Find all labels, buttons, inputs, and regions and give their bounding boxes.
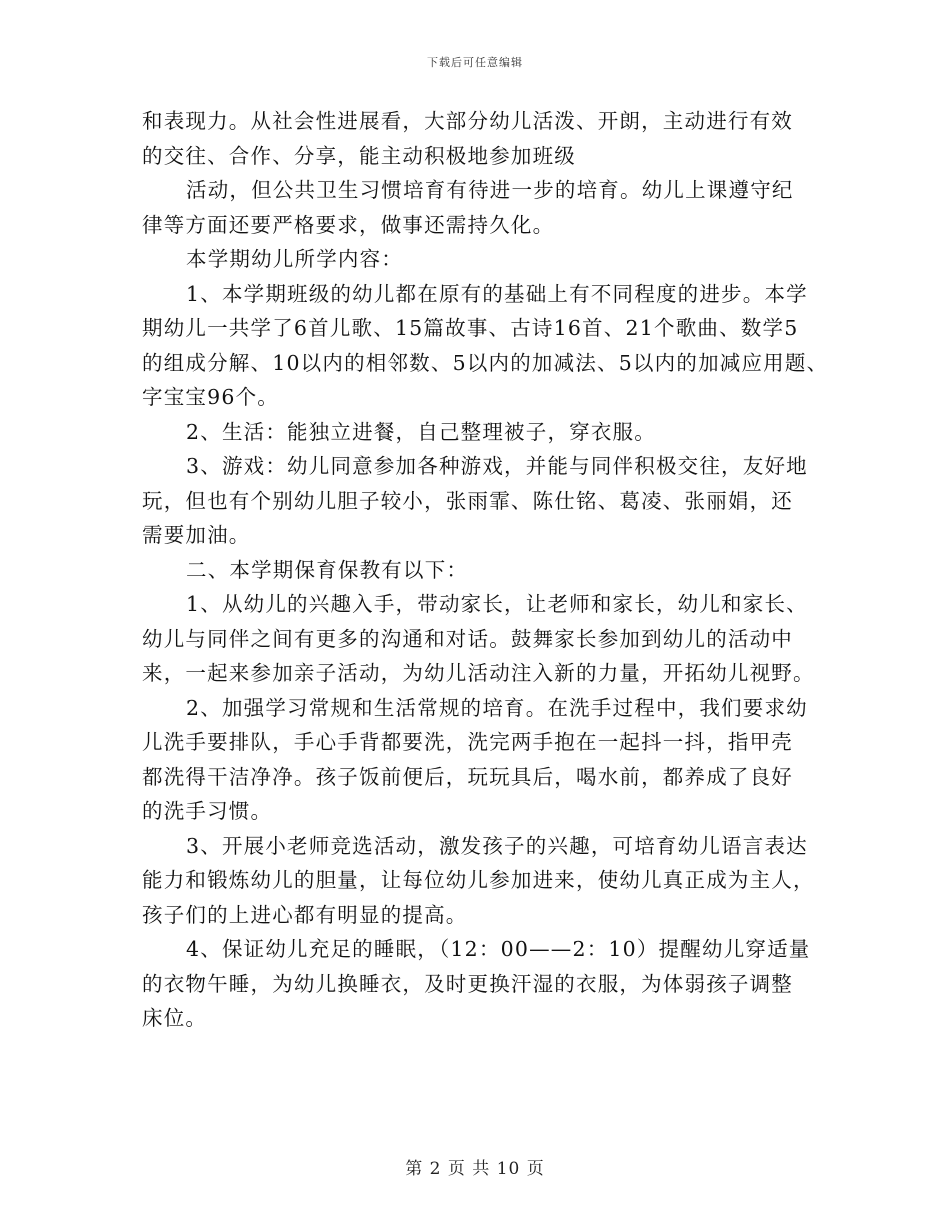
text-line: 的衣物午睡，为幼儿换睡衣，及时更换汗湿的衣服，为体弱孩子调整 (142, 971, 793, 996)
page-header: 下载后可任意编辑 (427, 56, 523, 69)
text-line: 律等方面还要严格要求，做事还需持久化。 (142, 212, 555, 237)
text-line: 本学期幼儿所学内容： (186, 247, 403, 271)
text-line: 孩子们的上进心都有明显的提高。 (142, 902, 468, 927)
text-line: 3、游戏：幼儿同意参加各种游戏，并能与同伴积极交往，友好地 (186, 454, 808, 478)
text-line: 床位。 (142, 1006, 208, 1030)
text-line: 字宝宝96个。 (142, 385, 279, 409)
text-line: 二、本学期保育保教有以下： (186, 557, 469, 582)
text-line: 的交往、合作、分享，能主动积极地参加班级 (142, 143, 576, 168)
text-line: 2、生活：能独立进餐，自己整理被子，穿衣服。 (186, 419, 656, 444)
text-line: 活动，但公共卫生习惯培育有待进一步的培育。幼儿上课遵守纪 (186, 178, 794, 202)
text-line: 4、保证幼儿充足的睡眠，（12：00——2：10）提醒幼儿穿适量 (186, 937, 811, 961)
text-line: 来，一起来参加亲子活动，为幼儿活动注入新的力量，开拓幼儿视野。 (142, 661, 815, 685)
text-line: 和表现力。从社会性进展看，大部分幼儿活泼、开朗，主动进行有效 (142, 109, 793, 133)
text-line: 的洗手习惯。 (142, 799, 273, 823)
text-line: 儿洗手要排队，手心手背都要洗，洗完两手抱在一起抖一抖，指甲壳 (142, 730, 793, 754)
text-line: 幼儿与同伴之间有更多的沟通和对话。鼓舞家长参加到幼儿的活动中 (142, 626, 793, 651)
text-line: 的组成分解、10以内的相邻数、5以内的加减法、5以内的加减应用题、 (142, 350, 829, 375)
text-line: 需要加油。 (142, 523, 251, 547)
page-number: 第 2 页 共 10 页 (405, 1159, 545, 1179)
text-line: 3、开展小老师竞选活动，激发孩子的兴趣，可培育幼儿语言表达 (186, 833, 808, 858)
text-line: 1、本学期班级的幼儿都在原有的基础上有不同程度的进步。本学 (186, 281, 808, 306)
document-body (142, 104, 832, 1036)
text-line: 能力和锻炼幼儿的胆量，让每位幼儿参加进来，使幼儿真正成为主人， (142, 868, 815, 892)
text-line: 期幼儿一共学了6首儿歌、15篇故事、古诗16首、21个歌曲、数学5 (142, 316, 799, 340)
text-line: 玩，但也有个别幼儿胆子较小，张雨霏、陈仕铭、葛凌、张丽娟，还 (142, 488, 793, 513)
text-line: 都洗得干洁净净。孩子饭前便后，玩玩具后，喝水前，都养成了良好 (142, 764, 793, 789)
text-line: 1、从幼儿的兴趣入手，带动家长，让老师和家长，幼儿和家长、 (186, 592, 808, 616)
text-line: 2、加强学习常规和生活常规的培育。在洗手过程中，我们要求幼 (186, 695, 808, 720)
